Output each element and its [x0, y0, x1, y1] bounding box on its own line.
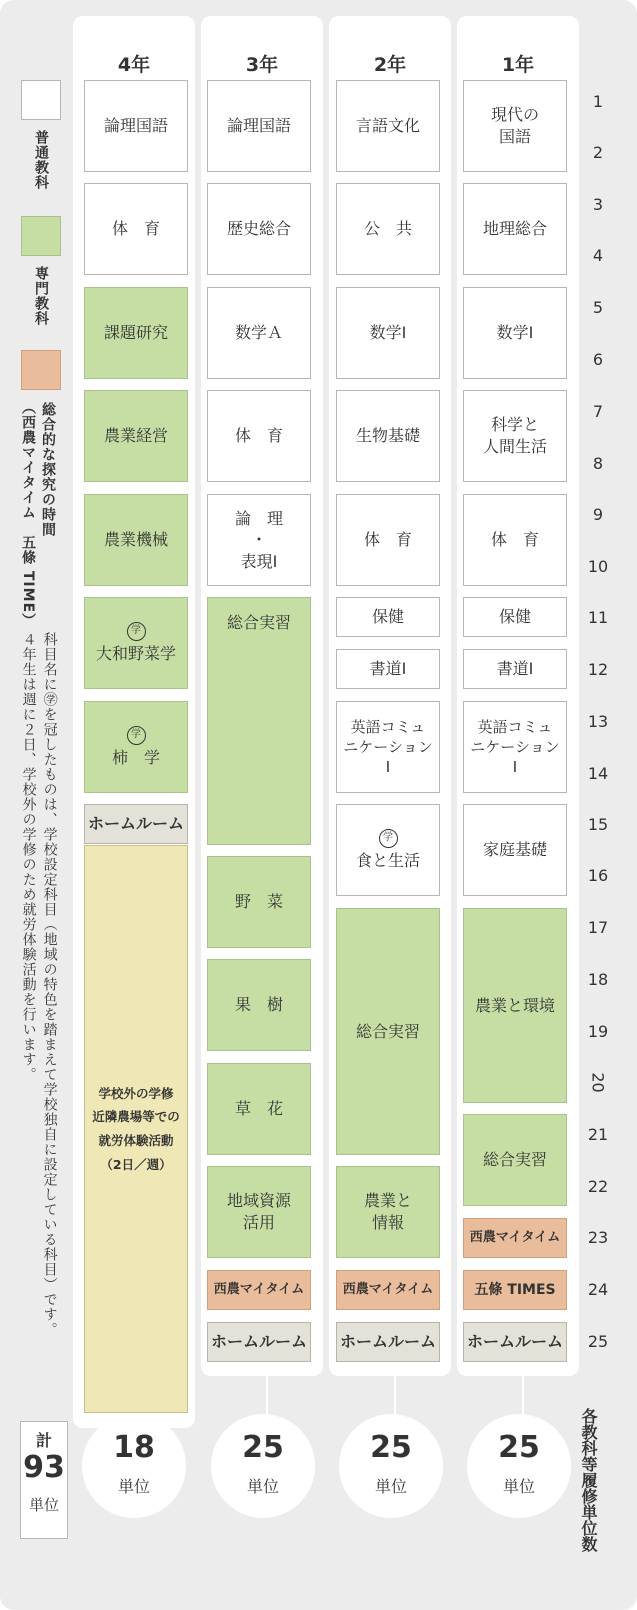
credits-circle-year2: [339, 1414, 443, 1518]
subject-cell: 課題研究: [84, 287, 188, 379]
subject-cell: 科学と 人間生活: [463, 390, 567, 482]
external-learning-cell: 学校外の学修 近隣農場等での 就労体験活動 （2日／週）: [84, 845, 188, 1413]
subject-cell: 農業と 情報: [336, 1166, 440, 1258]
subject-cell: 英語コミュ ニケーション Ⅰ: [463, 701, 567, 793]
legend-label-general: 普通教科: [33, 130, 49, 190]
subject-cell: 保健: [336, 597, 440, 637]
subject-cell: 体 育: [463, 494, 567, 586]
subject-cell: 書道Ⅰ: [463, 649, 567, 689]
credits-unit: 単位: [374, 1477, 407, 1496]
subject-cell: 体 育: [336, 494, 440, 586]
homeroom-cell: ホームルーム: [463, 1322, 567, 1362]
homeroom-cell: ホームルーム: [336, 1322, 440, 1362]
subject-cell: 農業機械: [84, 494, 188, 586]
connector-line: [394, 1376, 396, 1418]
period-number: 19: [587, 1022, 609, 1041]
header-year2: 2年: [373, 54, 407, 76]
subject-cell: 論 理 ・ 表現Ⅰ: [207, 494, 311, 586]
subject-label: 柿 学: [111, 747, 160, 767]
period-number: 12: [587, 660, 609, 679]
period-number: 7: [592, 402, 604, 421]
subject-cell: 総合実習: [336, 908, 440, 1155]
credits-number: 25: [498, 1430, 540, 1465]
period-number: 14: [587, 764, 609, 783]
axis-label-credits: 各教科等履修単位数: [579, 1408, 598, 1552]
period-number: 24: [587, 1280, 609, 1299]
school-subject-mark-icon: 学: [127, 622, 146, 641]
period-number: 1: [592, 92, 604, 111]
subject-cell: 英語コミュ ニケーション Ⅰ: [336, 701, 440, 793]
period-number: 2: [592, 143, 604, 162]
subject-cell: 農業と環境: [463, 908, 567, 1103]
subject-cell: 数学Ⅰ: [463, 287, 567, 379]
subject-cell: 体 育: [207, 390, 311, 482]
header-year1: 1年: [501, 54, 535, 76]
subject-label: 大和野菜学: [95, 643, 176, 663]
period-number: 11: [587, 608, 609, 627]
period-number: 8: [592, 454, 604, 473]
subject-cell: [336, 804, 440, 896]
legend-swatch-inquiry: [21, 350, 61, 390]
subject-cell: 公 共: [336, 183, 440, 275]
period-number: 5: [592, 298, 604, 317]
subject-cell: 言語文化: [336, 80, 440, 172]
period-number: 6: [592, 350, 604, 369]
legend-swatch-general: [21, 80, 61, 120]
legend-label-inquiry: 総合的な探究の時間: [40, 402, 56, 537]
header-year4: 4年: [117, 54, 151, 76]
subject-cell: 果 樹: [207, 959, 311, 1051]
total-credits-box: [20, 1421, 68, 1539]
period-number: 13: [587, 712, 609, 731]
credits-unit: 単位: [502, 1477, 535, 1496]
period-number: 22: [587, 1177, 609, 1196]
credits-circle-year1: [467, 1414, 571, 1518]
subject-cell: 地理総合: [463, 183, 567, 275]
period-number: 17: [587, 918, 609, 937]
period-number: 23: [587, 1228, 609, 1247]
school-subject-mark-icon: 学: [379, 829, 398, 848]
credits-number: 25: [370, 1430, 412, 1465]
school-subject-mark-icon: 学: [127, 726, 146, 745]
period-number: 9: [592, 505, 604, 524]
period-number: 3: [592, 195, 604, 214]
connector-line: [266, 1376, 268, 1418]
subject-cell: 地域資源 活用: [207, 1166, 311, 1258]
legend-label-specialized: 専門教科: [33, 266, 49, 326]
credits-number: 25: [242, 1430, 284, 1465]
note-school-subjects: 科目名に㊫を冠したものは、学校設定科目（地域の特色を踏まえて学校独自に設定している科目）です。: [41, 632, 58, 1337]
period-number: 15: [587, 815, 609, 834]
legend-swatch-specialized: [21, 216, 61, 256]
subject-cell: 数学Ａ: [207, 287, 311, 379]
subject-cell: 論理国語: [207, 80, 311, 172]
subject-cell: [84, 597, 188, 689]
subject-cell: 現代の 国語: [463, 80, 567, 172]
subject-cell: 農業経営: [84, 390, 188, 482]
period-number: 10: [587, 557, 609, 576]
note-work-experience: ４年生は週に２日、学校外の学修のため就労体験活動を行います。: [20, 632, 37, 1082]
period-number: 25: [587, 1332, 609, 1351]
legend-label-inquiry-sub: （西農マイタイム 五條 TIME）: [20, 400, 36, 629]
total-unit: 単位: [28, 1496, 59, 1514]
homeroom-cell: ホームルーム: [84, 804, 188, 844]
my-time-cell: 西農マイタイム: [207, 1270, 311, 1310]
subject-cell: 数学Ⅰ: [336, 287, 440, 379]
credits-unit: 単位: [246, 1477, 279, 1496]
subject-cell: 体 育: [84, 183, 188, 275]
subject-cell: 書道Ⅰ: [336, 649, 440, 689]
connector-line: [522, 1376, 524, 1418]
period-number: 4: [592, 246, 604, 265]
credits-unit: 単位: [117, 1477, 150, 1496]
homeroom-cell: ホームルーム: [207, 1322, 311, 1362]
subject-cell: 保健: [463, 597, 567, 637]
my-time-cell: 西農マイタイム: [336, 1270, 440, 1310]
total-label: 計: [35, 1431, 52, 1450]
subject-cell: 歴史総合: [207, 183, 311, 275]
period-number: 21: [587, 1125, 609, 1144]
subject-cell: [84, 701, 188, 793]
subject-cell: 生物基礎: [336, 390, 440, 482]
subject-cell: 野 菜: [207, 856, 311, 948]
period-number: 18: [587, 970, 609, 989]
subject-cell: 論理国語: [84, 80, 188, 172]
subject-cell: 総合実習: [207, 597, 311, 845]
gojo-times-cell: 五條 TIMES: [463, 1270, 567, 1310]
credits-circle-year4: [82, 1414, 186, 1518]
my-time-cell: 西農マイタイム: [463, 1218, 567, 1258]
credits-number: 18: [113, 1430, 155, 1465]
subject-label: 食と生活: [355, 850, 420, 870]
period-number: 20: [588, 1072, 608, 1093]
subject-cell: 家庭基礎: [463, 804, 567, 896]
subject-cell: 総合実習: [463, 1114, 567, 1206]
period-number: 16: [587, 866, 609, 885]
credits-circle-year3: [211, 1414, 315, 1518]
header-year3: 3年: [245, 54, 279, 76]
total-number: 93: [23, 1450, 65, 1485]
subject-cell: 草 花: [207, 1063, 311, 1155]
